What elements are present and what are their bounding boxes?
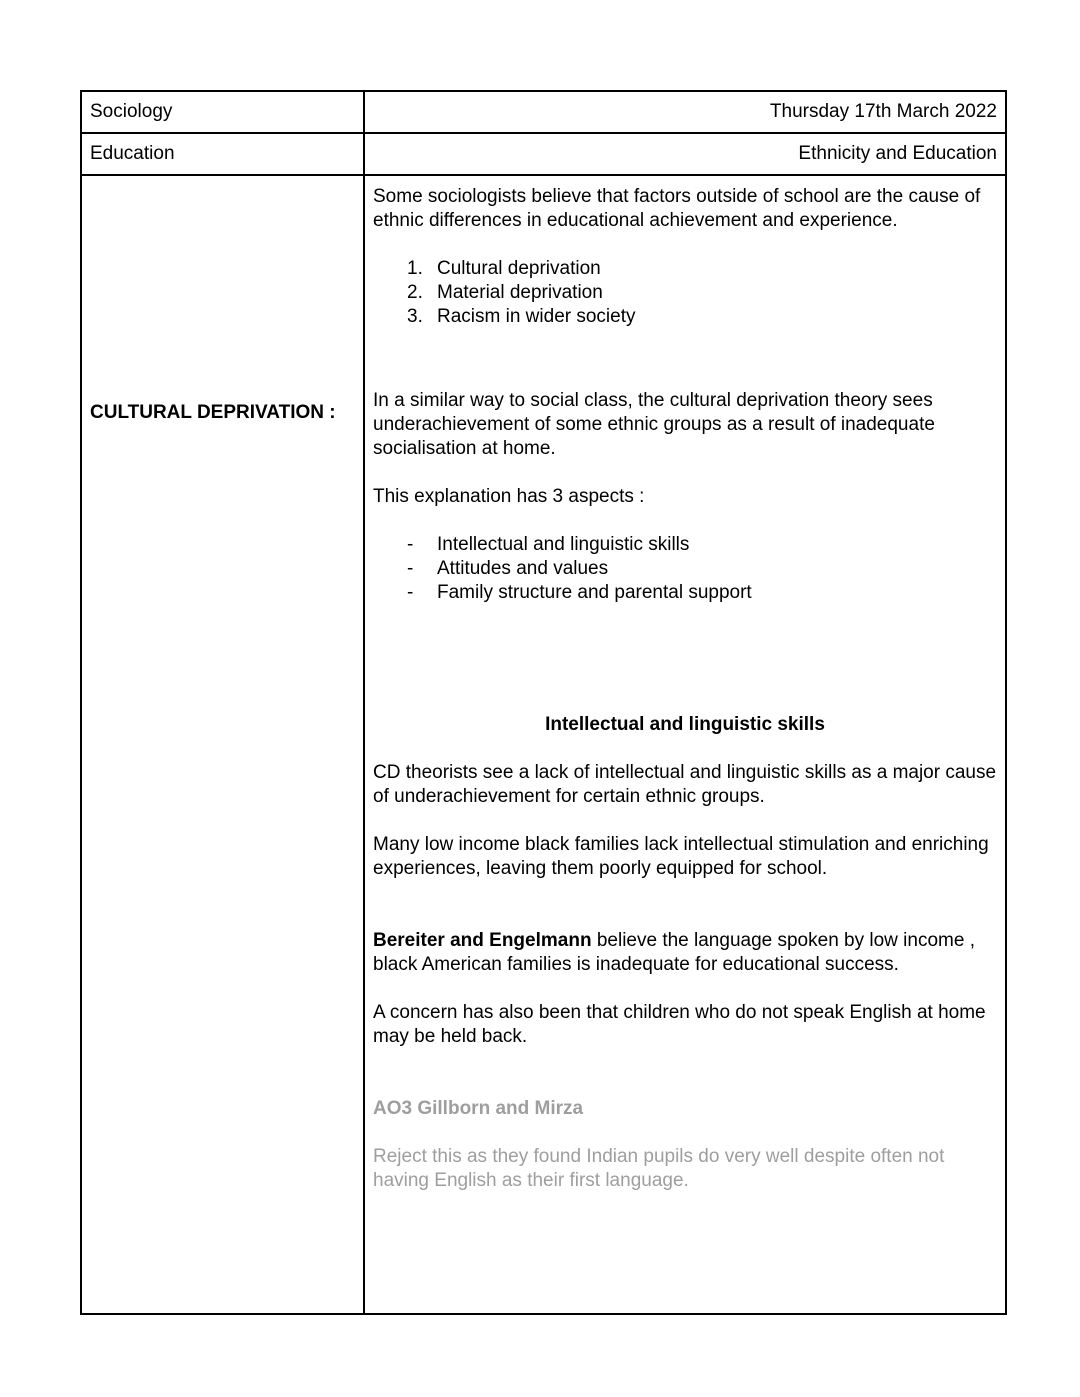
- author-name: Bereiter and Engelmann: [373, 930, 592, 951]
- list-item: - Attitudes and values: [407, 558, 609, 579]
- aspects-list: [373, 533, 997, 605]
- left-label-cell: [81, 175, 364, 1314]
- section-heading: Intellectual and linguistic skills: [545, 714, 825, 735]
- content-row: [81, 175, 1006, 1314]
- cd-paragraph: In a similar way to social class, the cultural deprivation theory sees underachievement of some ethnic groups as a result of inadequate socialisation at home.: [373, 390, 935, 459]
- aspects-intro: This explanation has 3 aspects :: [373, 486, 645, 507]
- ao3-text: Reject this as they found Indian pupils do very well despite often not having English as their first language.: [373, 1146, 945, 1191]
- intro-paragraph: Some sociologists believe that factors outside of school are the cause of ethnic differences in educational achievement and experience.: [373, 186, 981, 231]
- header-row-subject: [81, 91, 1006, 133]
- date-cell: Thursday 17th March 2022: [364, 91, 1006, 133]
- ao3-heading: AO3 Gillborn and Mirza: [373, 1098, 584, 1119]
- paragraph: Bereiter and Engelmann believe the language spoken by low income , black American families is inadequate for educational success.: [373, 930, 975, 975]
- unit-cell: Education: [81, 133, 364, 175]
- notes-cell: [364, 175, 1006, 1314]
- paragraph: CD theorists see a lack of intellectual and linguistic skills as a major cause of underachievement for certain ethnic groups.: [373, 762, 997, 807]
- list-item: - Intellectual and linguistic skills: [407, 534, 690, 555]
- paragraph: Many low income black families lack intellectual stimulation and enriching experiences, leaving them poorly equipped for school.: [373, 834, 989, 879]
- paragraph: A concern has also been that children who do not speak English at home may be held back.: [373, 1002, 986, 1047]
- list-item: 3. Racism in wider society: [407, 306, 636, 327]
- section-label: CULTURAL DEPRIVATION :: [90, 402, 336, 423]
- list-item: 1. Cultural deprivation: [407, 258, 601, 279]
- notes-table: [80, 90, 1007, 1315]
- factors-list: [373, 257, 997, 329]
- subject-cell: Sociology: [81, 91, 364, 133]
- header-row-topic: [81, 133, 1006, 175]
- list-item: - Family structure and parental support: [407, 582, 752, 603]
- topic-cell: Ethnicity and Education: [364, 133, 1006, 175]
- list-item: 2. Material deprivation: [407, 282, 603, 303]
